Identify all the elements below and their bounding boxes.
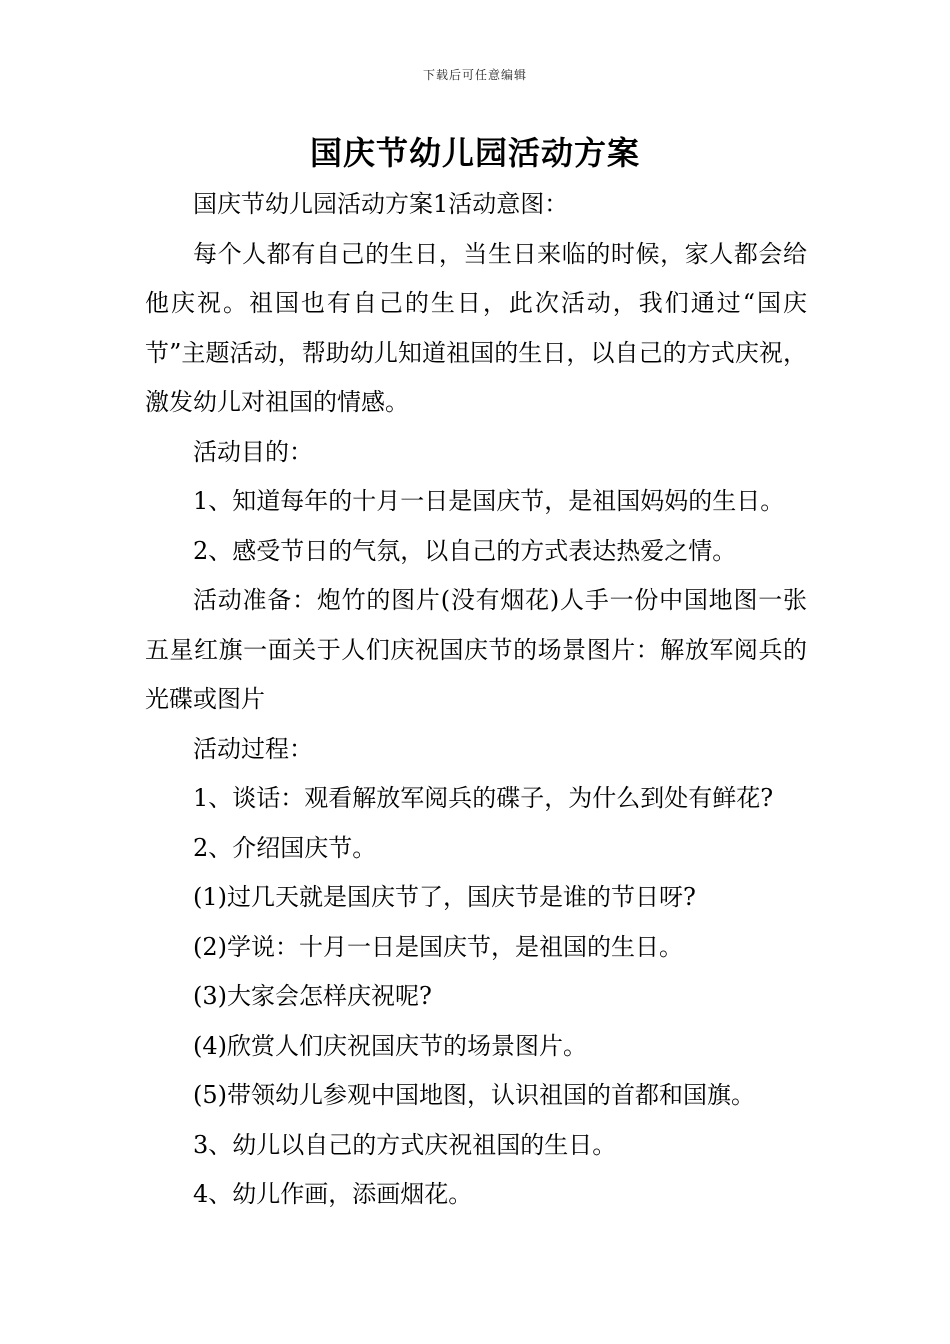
process-step-4: 4、幼儿作画，添画烟花。	[193, 1180, 473, 1208]
process-step-3: 3、幼儿以自己的方式庆祝祖国的生日。	[193, 1130, 617, 1159]
process-step-2: 2、介绍国庆节。	[193, 833, 377, 862]
process-substep-5: (5)带领幼儿参观中国地图，认识祖国的首都和国旗。	[193, 1081, 755, 1109]
process-substep-4: (4)欣赏人们庆祝国庆节的场景图片。	[193, 1031, 587, 1060]
page-header-note: 下载后可任意编辑	[422, 68, 527, 82]
heading-process: 活动过程：	[193, 734, 313, 763]
process-substep-3: (3)大家会怎样庆祝呢?	[193, 982, 432, 1010]
process-substep-1: (1)过几天就是国庆节了，国庆节是谁的节日呀?	[193, 883, 696, 911]
document-title: 国庆节幼儿园活动方案	[309, 134, 640, 172]
goal-item-2: 2、感受节日的气氛，以自己的方式表达热爱之情。	[193, 536, 737, 565]
process-step-1: 1、谈话：观看解放军阅兵的碟子，为什么到处有鲜花?	[193, 784, 774, 812]
paragraph-preparation: 活动准备：炮竹的图片(没有烟花)人手一份中国地图一张五星红旗一面关于人们庆祝国庆节的场景图片：解放军阅兵的光碟或图片	[145, 586, 807, 713]
paragraph-intent: 每个人都有自己的生日，当生日来临的时候，家人都会给他庆祝。祖国也有自己的生日，此次活动，我们通过“国庆节”主题活动，帮助幼儿知道祖国的生日，以自己的方式庆祝，激发幼儿对祖国的情感。	[145, 239, 807, 416]
document-body	[145, 180, 807, 1220]
goal-item-1: 1、知道每年的十月一日是国庆节，是祖国妈妈的生日。	[193, 487, 785, 515]
paragraph-intro: 国庆节幼儿园活动方案1活动意图：	[193, 190, 569, 218]
heading-goals: 活动目的：	[193, 437, 313, 466]
process-substep-2: (2)学说：十月一日是国庆节，是祖国的生日。	[193, 932, 683, 961]
